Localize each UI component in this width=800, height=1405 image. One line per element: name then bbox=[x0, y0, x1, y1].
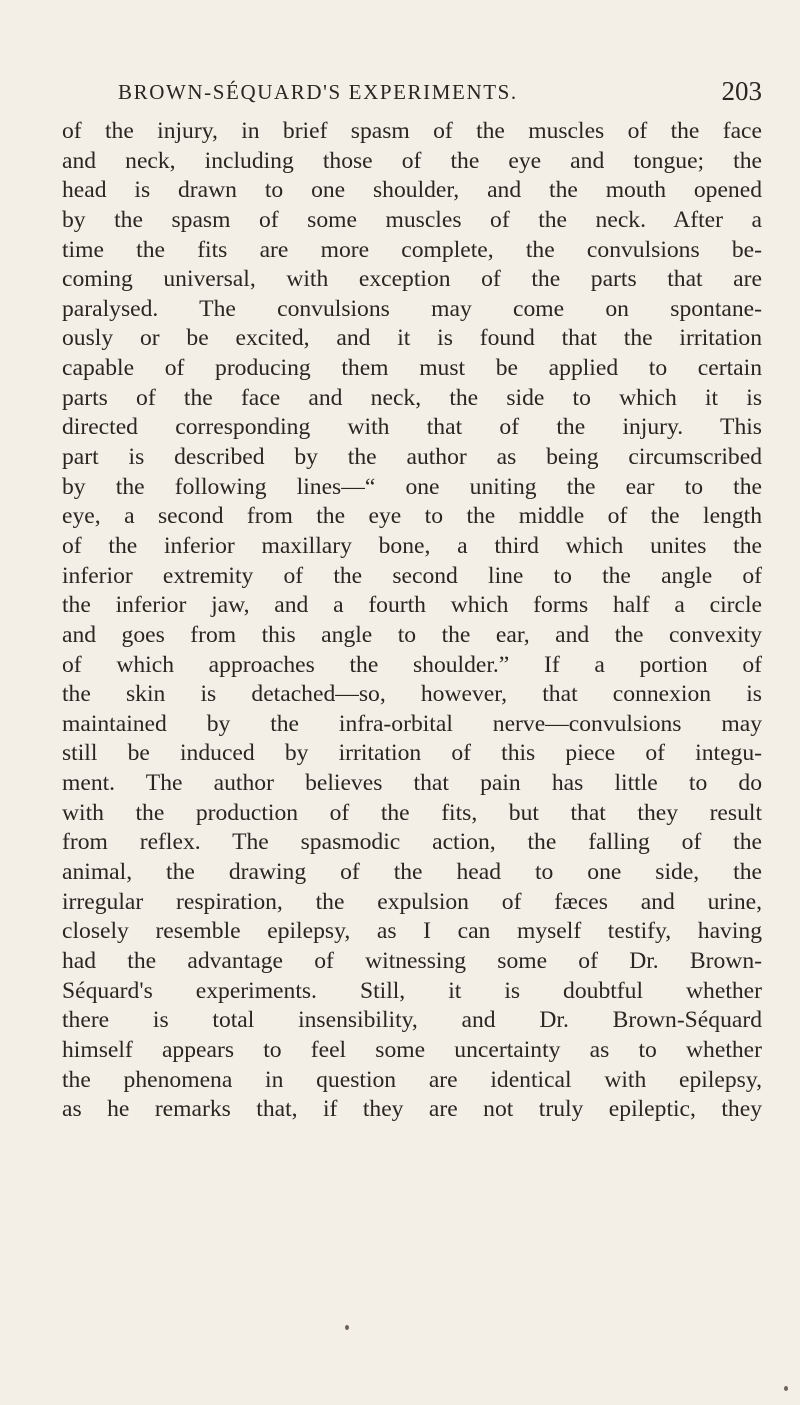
text-line: part is described by the author as being circumscribed bbox=[62, 444, 762, 471]
text-line: parts of the face and neck, the side to which it is bbox=[62, 384, 762, 411]
text-line: there is total insensibility, and Dr. Brown-Séquard bbox=[62, 1007, 762, 1034]
text-line: the inferior jaw, and a fourth which forms half a circle bbox=[62, 592, 762, 619]
text-line: paralysed. The convulsions may come on spontane- bbox=[62, 295, 762, 322]
text-line: with the production of the fits, but that they result bbox=[62, 799, 762, 826]
text-line: and goes from this angle to the ear, and the convexity bbox=[62, 621, 762, 648]
text-line: ment. The author believes that pain has little to do bbox=[62, 770, 762, 797]
text-line: head is drawn to one shoulder, and the mouth opened bbox=[62, 177, 762, 204]
text-line: coming universal, with exception of the parts that are bbox=[62, 266, 762, 293]
text-line: by the spasm of some muscles of the neck. After a bbox=[62, 206, 762, 233]
text-line: himself appears to feel some uncertainty as to whether bbox=[62, 1036, 762, 1063]
text-line: by the following lines—“ one uniting the ear to the bbox=[62, 473, 762, 500]
text-line: capable of producing them must be applied to certain bbox=[62, 355, 762, 382]
text-line: from reflex. The spasmodic action, the falling of the bbox=[62, 829, 762, 856]
text-line: of which approaches the shoulder.” If a portion of bbox=[62, 651, 762, 678]
text-line: the phenomena in question are identical with epilepsy, bbox=[62, 1066, 762, 1093]
text-line: time the fits are more complete, the convulsions be- bbox=[62, 236, 762, 263]
text-line: directed corresponding with that of the injury. This bbox=[62, 414, 762, 441]
ink-speck bbox=[784, 1386, 788, 1391]
text-line: of the inferior maxillary bone, a third which unites the bbox=[62, 532, 762, 559]
text-line: had the advantage of witnessing some of Dr. Brown- bbox=[62, 947, 762, 974]
page-header bbox=[118, 76, 762, 110]
text-line: maintained by the infra-orbital nerve—convulsions may bbox=[62, 710, 762, 737]
text-line: and neck, including those of the eye and tongue; the bbox=[62, 147, 762, 174]
body-text bbox=[62, 117, 762, 1125]
text-line: animal, the drawing of the head to one side, the bbox=[62, 859, 762, 886]
text-line: inferior extremity of the second line to the angle of bbox=[62, 562, 762, 589]
text-line: of the injury, in brief spasm of the muscles of the face bbox=[62, 118, 762, 144]
text-line: irregular respiration, the expulsion of fæces and urine, bbox=[62, 888, 762, 915]
text-line: the skin is detached—so, however, that connexion is bbox=[62, 681, 762, 708]
text-line: still be induced by irritation of this piece of integu- bbox=[62, 740, 762, 767]
text-line: as he remarks that, if they are not truly epileptic, they bbox=[62, 1096, 762, 1123]
text-line: eye, a second from the eye to the middle of the length bbox=[62, 503, 762, 530]
text-line: closely resemble epilepsy, as I can myself testify, having bbox=[62, 918, 762, 945]
text-line: Séquard's experiments. Still, it is doubtful whether bbox=[62, 977, 762, 1004]
text-line: ously or be excited, and it is found that the irritation bbox=[62, 325, 762, 352]
page-number: 203 bbox=[721, 76, 762, 106]
running-head: BROWN-SÉQUARD'S EXPERIMENTS. bbox=[118, 80, 518, 104]
ink-speck bbox=[345, 1325, 349, 1330]
